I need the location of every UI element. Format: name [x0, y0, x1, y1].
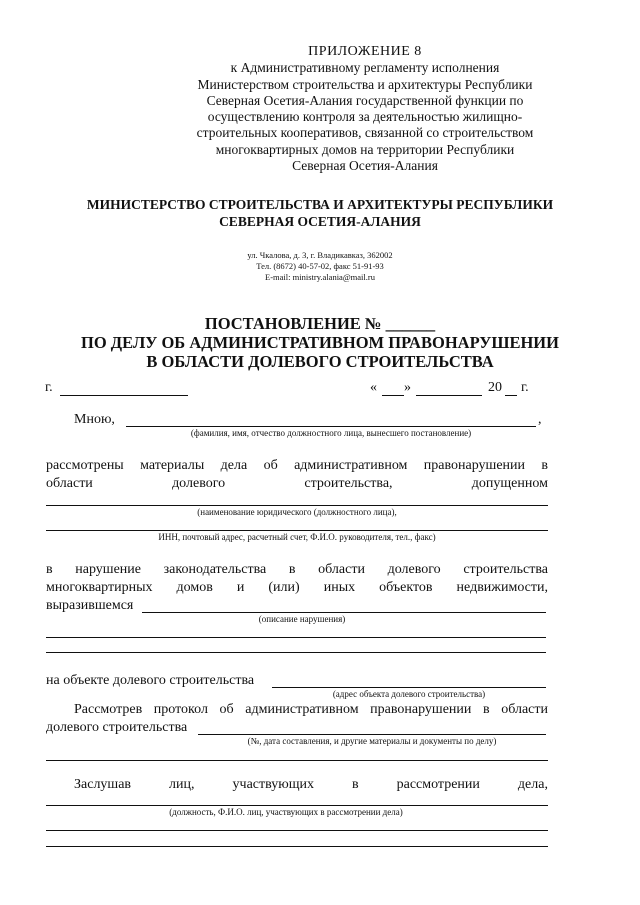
heard-word: дела,	[517, 777, 548, 792]
violation-text-line2: многоквартирных домов и (или) иных объектов недвижимости,	[46, 580, 548, 595]
protocol-text-line1: Рассмотрев протокол об административном правонарушении в области	[74, 702, 548, 717]
appendix-block	[170, 44, 560, 174]
day-field[interactable]	[382, 395, 404, 396]
violation-description-hint: (описание нарушения)	[258, 614, 346, 624]
heading-line: ПО ДЕЛУ ОБ АДМИНИСТРАТИВНОМ ПРАВОНАРУШЕНИИ	[81, 333, 559, 352]
persons-field[interactable]	[46, 805, 548, 806]
heading-line: В ОБЛАСТИ ДОЛЕВОГО СТРОИТЕЛЬСТВА	[146, 352, 494, 371]
persons-extra-line-1[interactable]	[46, 830, 548, 831]
heard-word: лиц,	[169, 777, 195, 792]
official-name-field[interactable]	[126, 426, 536, 427]
heard-word: Заслушав	[74, 777, 132, 792]
month-field[interactable]	[416, 395, 482, 396]
violation-extra-line-1[interactable]	[46, 637, 546, 638]
expressed-label: выразившемся	[46, 598, 134, 613]
heard-text	[74, 776, 548, 794]
object-address-hint: (адрес объекта долевого строительства)	[332, 689, 486, 699]
violation-extra-line-2[interactable]	[46, 652, 546, 653]
violation-description-field[interactable]	[142, 612, 546, 613]
persons-hint: (должность, Ф.И.О. лиц, участвующих в рассмотрении дела)	[169, 807, 403, 817]
heading-line: ПОСТАНОВЛЕНИЕ № ______	[204, 314, 436, 333]
appendix-line: Министерством строительства и архитектуры Республики	[197, 76, 533, 92]
address-street: ул. Чкалова, д. 3, г. Владикавказ, 362002	[247, 250, 393, 260]
ministry-name	[40, 196, 600, 230]
persons-extra-line-2[interactable]	[46, 846, 548, 847]
protocol-text-line2: долевого строительства	[46, 720, 188, 735]
object-label: на объекте долевого строительства	[46, 673, 255, 688]
appendix-line: осуществлению контроля за деятельностью жилищно-	[207, 109, 523, 125]
protocol-details-field[interactable]	[198, 734, 546, 735]
heard-word: рассмотрении	[396, 777, 480, 792]
appendix-line: к Административному регламенту исполнения	[230, 60, 500, 76]
official-name-hint: (фамилия, имя, отчество должностного лица, вынесшего постановление)	[190, 428, 472, 438]
protocol-details-hint: (№, дата составления, и другие материалы и документы по делу)	[247, 736, 497, 746]
ministry-address	[160, 250, 480, 283]
by-me-label: Мною,	[74, 412, 115, 427]
inn-field[interactable]	[46, 530, 548, 531]
area-word: строительства,	[304, 476, 393, 491]
heard-word: в	[351, 777, 359, 792]
ministry-line: СЕВЕРНАЯ ОСЕТИЯ-АЛАНИЯ	[219, 214, 421, 229]
appendix-line: многоквартирных домов на территории Республики	[215, 141, 515, 157]
appendix-title: ПРИЛОЖЕНИЕ 8	[308, 44, 422, 59]
address-email: E-mail: ministry.alania@mail.ru	[265, 272, 375, 282]
year-prefix: 20	[488, 380, 502, 395]
city-field[interactable]	[60, 395, 188, 396]
appendix-line: Северная Осетия-Алания	[292, 158, 438, 174]
ministry-line: МИНИСТЕРСТВО СТРОИТЕЛЬСТВА И АРХИТЕКТУРЫ РЕСПУБЛИКИ	[86, 197, 554, 212]
year-suffix: г.	[521, 380, 529, 395]
appendix-line: строительных кооперативов, связанной со строительством	[196, 125, 534, 141]
violation-text-line1: в нарушение законодательства в области долевого строительства	[46, 562, 548, 577]
document-heading	[30, 314, 610, 371]
area-text	[46, 475, 548, 493]
heard-word: участвующих	[232, 777, 314, 792]
protocol-extra-line[interactable]	[46, 760, 548, 761]
area-word: допущенном	[471, 476, 548, 491]
city-prefix: г.	[45, 380, 53, 395]
date-close-quote: »	[404, 380, 411, 395]
appendix-line: Северная Осетия-Алания государственной функции по	[206, 92, 524, 108]
date-open-quote: «	[370, 380, 377, 395]
year-field[interactable]	[505, 395, 517, 396]
comma: ,	[538, 412, 542, 427]
object-address-field[interactable]	[272, 687, 546, 688]
legal-entity-field[interactable]	[46, 505, 548, 506]
area-word: долевого	[172, 476, 226, 491]
considered-text: рассмотрены материалы дела об административном правонарушении в	[46, 458, 548, 473]
legal-entity-hint: (наименование юридического (должностного лица),	[197, 507, 397, 517]
address-phone: Тел. (8672) 40-57-02, факс 51-91-93	[256, 261, 384, 271]
area-word: области	[46, 476, 93, 491]
inn-hint: ИНН, почтовый адрес, расчетный счет, Ф.И.О. руководителя, тел., факс)	[158, 532, 436, 542]
